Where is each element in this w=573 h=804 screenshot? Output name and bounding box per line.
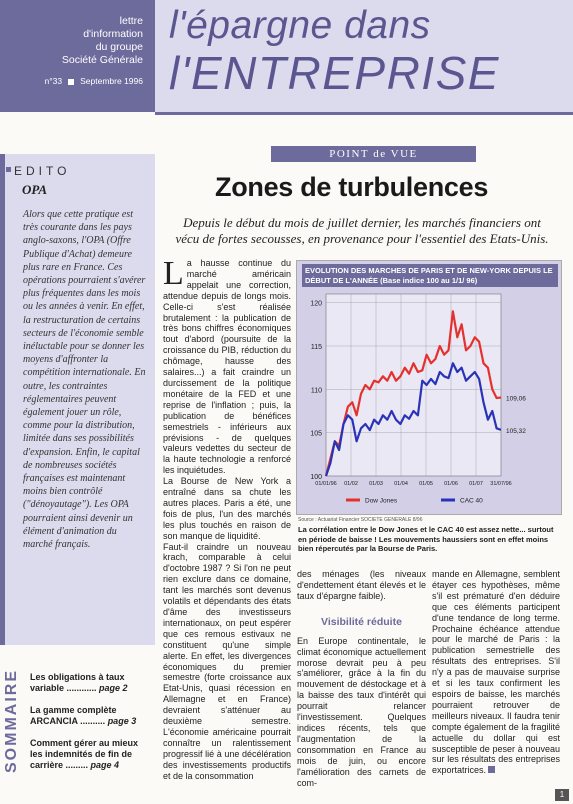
y-tick-label: 105 <box>310 430 322 438</box>
x-tick-label: 01/02 <box>344 481 358 487</box>
title-line1: l'épargne dans <box>169 4 431 47</box>
masthead-line4: Société Générale <box>61 54 143 66</box>
drop-cap: L <box>163 255 184 292</box>
edito-title: OPA <box>22 182 48 197</box>
title-line2: l'ENTREPRISE <box>169 47 500 99</box>
chart-source: Source : Actuariat Financier SOCIETE GENERALE 8/96 <box>298 517 423 523</box>
y-tick-label: 115 <box>310 344 322 351</box>
sommaire-item-text: Les obligations à taux variable <box>30 672 125 693</box>
col1-paragraph-1: a hausse continue du marché américain appelait une correction, attendue depuis de longs mois. Celle-ci s'est réalisée brutalement : la publication de très bons chiffres économiques tout d'abord (poursuite de la croissance du PIB, réduction du chômage, hausse des salaires...) a fait craindre un durcissement de la politique monétaire de la FED et une reprise de l'inflation ; puis, la publication de bénéfices semestriels - inférieurs aux prévisions - de quelques valeurs vedettes du secteur de la haute technologie a renforcé les inquiétudes. <box>163 258 291 476</box>
col2-paragraph-2: En Europe continentale, le climat économique actuellement morose devrait peu à peu s'améliorer, grâce à la fin du mouvement de déstockage et à la baisse des taux d'intérêt qui pourrait relancer l'investissement. Quelques indices récents, tels que l'augmentation de la consommation en France au mois de juin, ou encore l'amélioration des carnets de com- <box>297 635 426 788</box>
col3-paragraph-1: mande en Allemagne, semblent étayer ces hypothèses, même s'il est prématuré d'en déduire que ces éléments participent d'une tendance de long terme. Prochaine échéance attendue pour le marché de Paris : la publication semestrielle des résultats des entreprises. S'il n'y a pas de mauvaise surprise et si les taux confirment les espoirs de baisse, les marchés pourraient retrouver de meilleurs niveaux. Il faudra tenir compte également de la fragilité actuelle du dollar qui est susceptible de peser à nouveau sur les résultats des entreprises exportatrices. <box>432 569 560 776</box>
edito-text: Alors que cette pratique est très courante dans les pays anglo-saxons, l'OPA (Offre Publique d'Achat) demeure plus rare en France. Ces opérations pourraient s'avérer plus fréquentes dans les mois ou les années à venir. En effet, la restructuration de certains secteurs de l'économie semble inéluctable pour se donner les moyens d'affronter la compétition internationale. En outre, les contraintes réglementaires peuvent également jouer un rôle, comme pour la distribution, limitée dans ses possibilités d'expansion. Enfin, le capital de nombreuses sociétés françaises est maintenant moins bien contrôlé ("dénoyautage"). Les OPA pourraient ainsi devenir un élément d'animation du marché français. <box>23 209 146 551</box>
sommaire-item-page: page 2 <box>99 683 128 693</box>
x-tick-label: 01/05 <box>419 481 433 487</box>
col1-paragraph-2: La Bourse de New York a entraîné dans sa chute les autres places. Paris a été, une fois de plus, l'un des marchés les plus touchés en raison de son manque de liquidité. <box>163 476 291 541</box>
edito-accent-bar <box>0 154 5 645</box>
sommaire-item[interactable]: Comment gérer au mieux les indemnités de fin de carrière ......... page 4 <box>30 738 139 770</box>
column-3 <box>432 569 560 776</box>
col2-paragraph-1: des ménages (les niveaux d'endettement étant élevés et le taux d'épargne faible). <box>297 569 426 601</box>
sommaire-item[interactable]: Les obligations à taux variable ............ page 2 <box>30 672 128 693</box>
edito-label: EDITO <box>14 164 71 178</box>
column-2 <box>297 569 426 788</box>
section-label: POINT de VUE <box>271 146 476 162</box>
x-tick-label: 01/03 <box>369 481 383 487</box>
sommaire-item-text: Comment gérer au mieux les indemnités de fin de carrière <box>30 738 139 770</box>
lead-paragraph: Depuis le début du mois de juillet dernier, les marchés financiers ont vécu de fortes secousses, en provenance pour l'essentiel des Etats-Unis. <box>175 215 549 246</box>
legend-label: Dow Jones <box>365 497 398 505</box>
x-tick-label: 01/04 <box>394 481 408 487</box>
y-tick-label: 110 <box>310 387 322 395</box>
end-mark-icon <box>488 766 495 773</box>
sommaire-item-text: La gamme complète ARCANCIA <box>30 705 117 726</box>
chart-plot <box>296 288 562 515</box>
square-bullet-icon <box>68 79 74 85</box>
masthead-line3: du groupe <box>95 41 143 53</box>
headline: Zones de turbulences <box>215 172 489 202</box>
end-value-label: 109,06 <box>506 395 526 403</box>
sommaire-item-page: page 3 <box>107 716 137 726</box>
sommaire-item-page: page 4 <box>90 760 120 770</box>
x-tick-label: 31/07/96 <box>490 481 512 487</box>
edito-bullet-icon <box>6 167 11 172</box>
sommaire-label: SOMMAIRE <box>3 669 20 773</box>
masthead-line1: lettre <box>119 15 143 27</box>
issue-info <box>0 75 143 88</box>
masthead-left <box>0 0 155 112</box>
chart-caption: La corrélation entre le Dow Jones et le CAC 40 est assez nette... surtout en période de baisse ! Les mouvements haussiers sont en effet moins bien répercutés par la Bourse de Paris. <box>298 525 554 553</box>
col1-paragraph-3: Faut-il craindre un nouveau krach, comparable à celui d'octobre 1987 ? Si l'on ne peut rien exclure dans ce domaine, tant les marchés sont devenus volatils et dépendants des états d'âme des investisseurs internationaux, on peut espérer que ces remous estivaux ne constituent qu'une simple alerte. En effet, les divergences économiques du premier semestre (forte croissance aux Etat-Unis, quasi récession en Allemagne et en France) devraient s'atténuer au deuxième semestre. L'économie américaine pourrait connaître un ralentissement progressif lié à une décélération des investissements productifs et de la consommation <box>163 541 291 781</box>
masthead-line2: d'information <box>83 28 143 40</box>
sommaire-item[interactable]: La gamme complète ARCANCIA .......... page 3 <box>30 705 137 726</box>
column-1 <box>163 255 291 782</box>
issue-date: Septembre 1996 <box>80 76 143 86</box>
page-number: 1 <box>555 789 569 801</box>
subheading: Visibilité réduite <box>321 616 402 628</box>
x-tick-label: 01/01/96 <box>315 481 337 487</box>
masthead-title <box>155 0 573 112</box>
x-tick-label: 01/07 <box>469 481 483 487</box>
y-tick-label: 120 <box>310 300 322 308</box>
chart-title: EVOLUTION DES MARCHES DE PARIS ET DE NEW-YORK DEPUIS LE DÉBUT DE L'ANNÉE (Base indice 100 au 1/1/ 96) <box>302 264 558 287</box>
x-tick-label: 01/06 <box>444 481 458 487</box>
y-tick-label: 100 <box>310 474 322 481</box>
plot-area <box>326 294 501 476</box>
issue-number: n°33 <box>44 76 63 86</box>
legend-label: CAC 40 <box>460 497 483 505</box>
masthead-rule <box>155 112 573 115</box>
end-value-label: 105,32 <box>506 427 526 435</box>
